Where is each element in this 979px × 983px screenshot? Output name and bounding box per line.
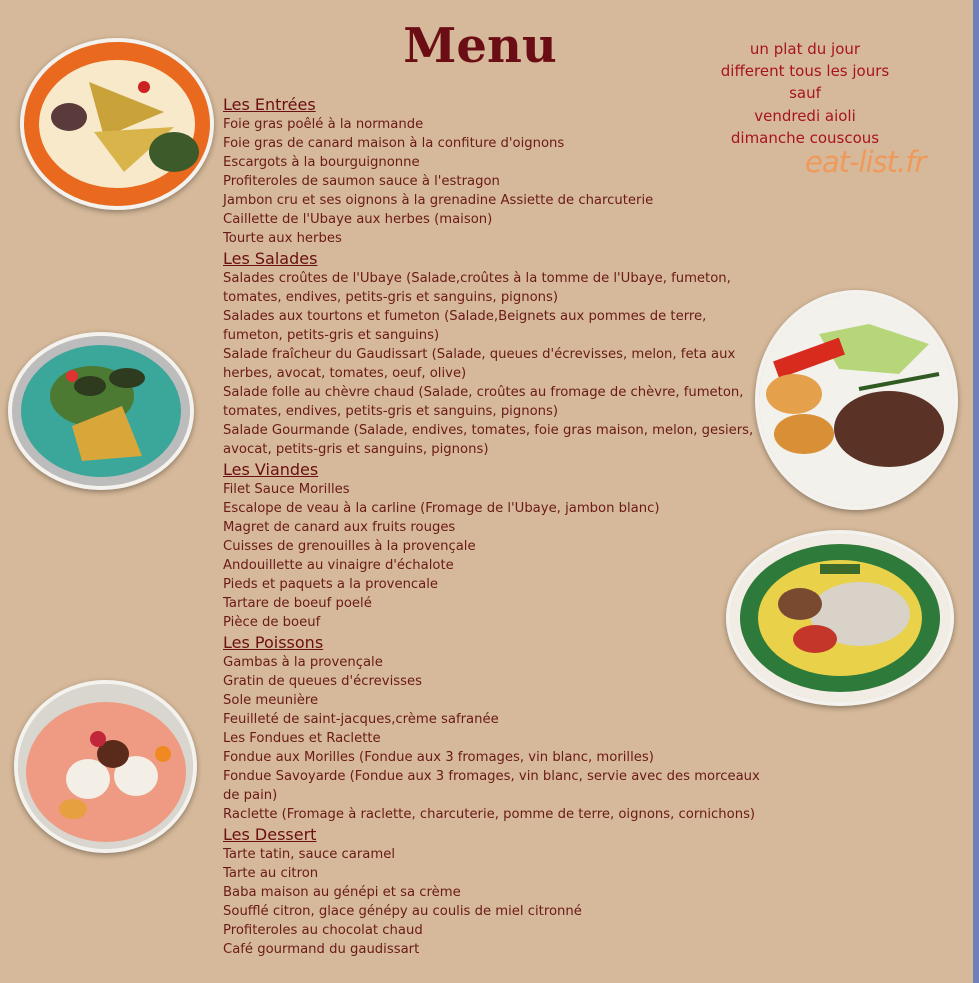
menu-list [223, 94, 768, 959]
section-poissons [223, 632, 768, 824]
menu-item: Tarte tatin, sauce caramel [223, 847, 396, 862]
menu-item: Andouillette au vinaigre d'échalote [223, 558, 454, 573]
section-viandes [223, 459, 768, 632]
section-heading: Les Entrées [223, 95, 316, 114]
menu-item: Tarte au citron [223, 866, 319, 881]
menu-item: Fondue aux Morilles (Fondue aux 3 fromages, vin blanc, morilles) [223, 750, 654, 765]
daily-note-line: different tous les jours [720, 62, 890, 81]
avocado-salad-photo [8, 332, 194, 490]
page-right-border [973, 0, 979, 983]
menu-item: Les Fondues et Raclette [223, 731, 381, 746]
menu-item: Pièce de boeuf [223, 615, 321, 630]
section-heading: Les Viandes [223, 460, 319, 479]
menu-item: Salades aux tourtons et fumeton (Salade,Beignets aux pommes de terre, fumeton, petits-gris et sanguins) [223, 309, 707, 343]
daily-note-line: dimanche couscous [730, 128, 880, 147]
menu-item: Salade Gourmande (Salade, endives, tomates, foie gras maison, melon, gesiers, avocat, petits-gris et sanguins, pignons) [223, 423, 754, 457]
daily-note-line: sauf [789, 84, 821, 103]
steak-plate-photo [755, 290, 958, 510]
dessert-plate-photo [14, 680, 197, 853]
section-entrees [223, 94, 768, 248]
menu-item: Café gourmand du gaudissart [223, 942, 420, 957]
menu-item: Pieds et paquets a la provencale [223, 577, 439, 592]
daily-note-line: vendredi aioli [754, 106, 856, 125]
menu-item: Magret de canard aux fruits rouges [223, 520, 456, 535]
menu-item: Gambas à la provençale [223, 655, 383, 670]
menu-item: Filet Sauce Morilles [223, 482, 350, 497]
menu-item: Escargots à la bourguignonne [223, 155, 420, 170]
section-heading: Les Poissons [223, 633, 324, 652]
menu-item: Feuilleté de saint-jacques,crème safranée [223, 712, 499, 727]
brand-watermark: eat-list.fr [805, 145, 926, 179]
menu-item: Jambon cru et ses oignons à la grenadine Assiette de charcuterie [223, 193, 654, 208]
menu-item: Raclette (Fromage à raclette, charcuterie, pomme de terre, oignons, cornichons) [223, 807, 756, 822]
menu-item: Gratin de queues d'écrevisses [223, 674, 422, 689]
section-heading: Les Salades [223, 249, 318, 268]
menu-item: Caillette de l'Ubaye aux herbes (maison) [223, 212, 493, 227]
menu-item: Baba maison au génépi et sa crème [223, 885, 461, 900]
section-heading: Les Dessert [223, 825, 317, 844]
menu-item: Salade fraîcheur du Gaudissart (Salade, queues d'écrevisses, melon, feta aux herbes, avocat, tomates, oeuf, olive) [223, 347, 736, 381]
menu-item: Salade folle au chèvre chaud (Salade, croûtes au fromage de chèvre, fumeton, tomates, endives, petits-gris et sanguins, pignons) [223, 385, 744, 419]
menu-item: Sole meunière [223, 693, 319, 708]
menu-item: Fondue Savoyarde (Fondue aux 3 fromages, vin blanc, servie avec des morceaux de pain) [223, 769, 760, 803]
omelette-dish-photo [20, 38, 214, 210]
section-dessert [223, 824, 768, 959]
menu-item: Escalope de veau à la carline (Fromage de l'Ubaye, jambon blanc) [223, 501, 660, 516]
menu-item: Tartare de boeuf poelé [223, 596, 372, 611]
menu-item: Soufflé citron, glace génépy au coulis de miel citronné [223, 904, 582, 919]
menu-item: Cuisses de grenouilles à la provençale [223, 539, 476, 554]
section-salades [223, 248, 768, 459]
menu-item: Salades croûtes de l'Ubaye (Salade,croûtes à la tomme de l'Ubaye, fumeton, tomates, endives, petits-gris et sanguins, pignons) [223, 271, 731, 305]
menu-item: Foie gras de canard maison à la confiture d'oignons [223, 136, 565, 151]
page-title: Menu [403, 18, 557, 74]
menu-item: Tourte aux herbes [223, 231, 342, 246]
menu-item: Profiteroles au chocolat chaud [223, 923, 423, 938]
daily-note-line: un plat du jour [749, 40, 861, 58]
menu-item: Foie gras poêlé à la normande [223, 117, 424, 132]
menu-item: Profiteroles de saumon sauce à l'estragon [223, 174, 500, 189]
